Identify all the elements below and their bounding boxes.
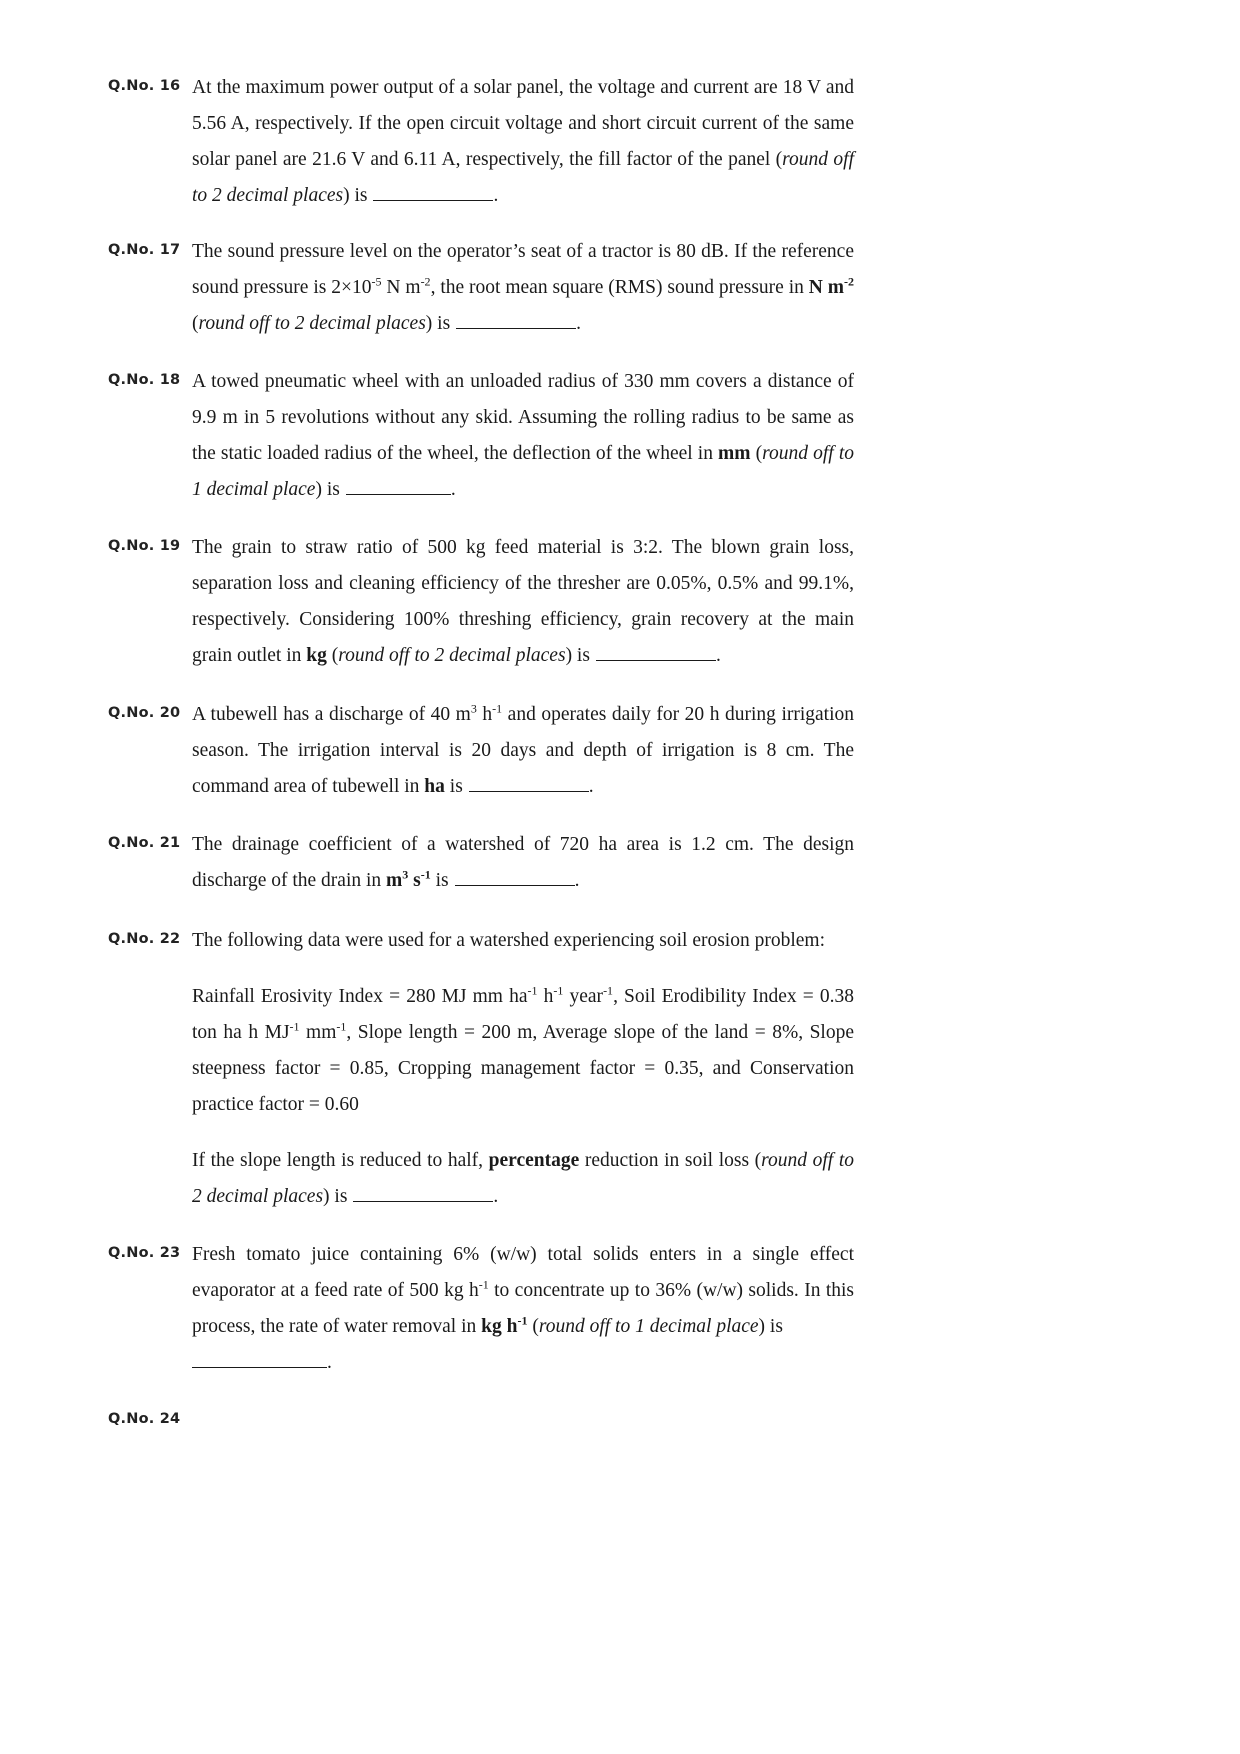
question-number: Q.No. 19 (108, 538, 181, 554)
answer-blank[interactable] (456, 306, 576, 329)
question-number: Q.No. 21 (108, 835, 181, 851)
question-text: The grain to straw ratio of 500 kg feed material is 3:2. The blown grain loss, separation loss and cleaning efficiency of the thresher are 0.05%, 0.5% and 99.1%, respectively. Considering 100% threshing efficiency, grain recovery at the main grain outlet in kg (round off to 2 decimal places) is . (192, 537, 854, 666)
question-text: The drainage coefficient of a watershed of 720 ha area is 1.2 cm. The design discharge of the drain in $m^3$ $s^{-1}$ is . (192, 834, 854, 891)
question-number: Q.No. 23 (108, 1245, 181, 1261)
question-number: Q.No. 20 (108, 705, 181, 721)
question-text: Fresh tomato juice containing 6% (w/w) total solids enters in a single effect evaporator at a feed rate of 500 kg $h^{-1}$ to concentrate up to 36% (w/w) solids. In this process, the rate of water removal in kg $h^{-1}$ (round off to 1 decimal place) is . (192, 1244, 855, 1373)
answer-blank[interactable] (353, 1179, 493, 1202)
question-text: The sound pressure level on the operator’s seat of a tractor is 80 dB. If the reference sound pressure is $2\times 10^{-5}$ N $m^{-2}$, the root mean square (RMS) sound pressure in N $m^{-2}$ (round off to 2 decimal places) is . (192, 241, 855, 334)
question-number: Q.No. 17 (108, 242, 181, 258)
answer-blank[interactable] (192, 1345, 327, 1368)
question-text: At the maximum power output of a solar panel, the voltage and current are 18 V and 5.56 A, respectively. If the open circuit voltage and short circuit current of the same solar panel are 21.6 V and 6.11 A, respectively, the fill factor of the panel (round off to 2 decimal places) is . (192, 77, 854, 206)
question-number: Q.No. 18 (108, 372, 181, 388)
answer-blank[interactable] (346, 472, 451, 495)
answer-blank[interactable] (455, 863, 575, 886)
answer-blank[interactable] (469, 769, 589, 792)
question-text: A tubewell has a discharge of 40 $m^3$ $h^{-1}$ and operates daily for 20 h during irrigation season. The irrigation interval is 20 days and depth of irrigation is 8 cm. The command area of tubewell in ha is . (192, 701, 855, 797)
question-text: The following data were used for a watershed experiencing soil erosion problem: Rainfall Erosivity Index = 280 MJ mm $ha^{-1}$ $h^{-1}$ year$^{-1}$, Soil Erodibility Index = 0.38 ton ha h $MJ^{-1}$ $mm^{-1}$, Slope length = 200 m, Average slope of the land = 8%, Slope steepness factor = 0.85, Cropping management factor = 0.35, and Conservation practice factor = 0.60 If the slope length is reduced to half, percentage reduction in soil loss (round off to 2 decimal places) is . (192, 930, 855, 1207)
answer-blank[interactable] (373, 178, 493, 201)
question-number: Q.No. 16 (108, 78, 181, 94)
question-number: Q.No. 24 (108, 1411, 181, 1427)
question-number: Q.No. 22 (108, 931, 181, 947)
question-text: A towed pneumatic wheel with an unloaded radius of 330 mm covers a distance of 9.9 m in 5 revolutions without any skid. Assuming the rolling radius to be same as the static loaded radius of the wheel, the deflection of the wheel in mm (round off to 1 decimal place) is . (192, 371, 854, 500)
answer-blank[interactable] (596, 638, 716, 661)
